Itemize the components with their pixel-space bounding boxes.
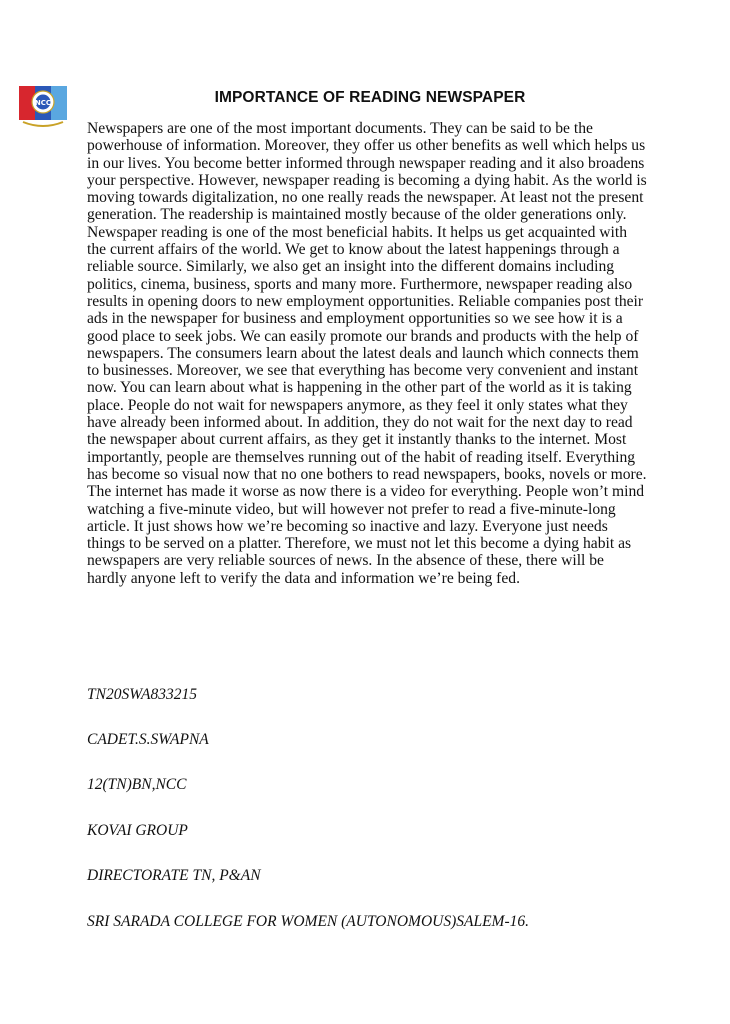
page-title: IMPORTANCE OF READING NEWSPAPER [214,89,526,106]
college-name: SRI SARADA COLLEGE FOR WOMEN (AUTONOMOUS)SALEM-16. [87,913,529,930]
directorate: DIRECTORATE TN, P&AN [87,867,261,884]
group-name: KOVAI GROUP [87,822,188,839]
battalion: 12(TN)BN,NCC [87,776,187,793]
cadet-name: CADET.S.SWAPNA [87,731,209,748]
cadet-id-number: TN20SWA833215 [87,686,198,703]
ncc-logo [19,86,67,130]
essay-body: Newspapers are one of the most important documents. They can be said to be the powerhouse of information. Moreover, they offer us other benefits as well which helps us in our lives. You become better informed through newspaper reading and it also broadens your perspective. However, newspaper reading is becoming a dying habit. As the world is moving towards digitalization, no one really reads the newspaper. At least not the present generation. The readership is maintained mostly because of the older generations only. Newspaper reading is one of the most beneficial habits. It helps us get acquainted with the current affairs of the world. We get to know about the latest happenings through a reliable source. Similarly, we also get an insight into the different domains including politics, cinema, business, sports and many more. Furthermore, newspaper reading also results in opening doors to new employment opportunities. Reliable companies post their ads in the newspaper for business and employment opportunities so we see how it is a good place to seek jobs. We can easily promote our brands and products with the help of newspapers. The consumers learn about the latest deals and launch which connects them to businesses. Moreover, we see that everything has become very convenient and instant now. You can learn about what is happening in the other part of the world as it is taking place. People do not wait for newspapers anymore, as they feel it only states what they have already been informed about. In addition, they do not wait for the next day to read the newspaper about current affairs, as they get it instantly thanks to the internet. Most importantly, people are themselves running out of the habit of reading itself. Everything has become so visual now that no one bothers to read newspapers, books, novels or more. The internet has made it worse as now there is a video for everything. People won’t mind watching a five-minute video, but will however not prefer to read a five-minute-long article. It just shows how we’re becoming so inactive and lazy. Everyone just needs things to be served on a platter. Therefore, we must not let this become a dying habit as newspapers are very reliable sources of news. In the absence of these, there will be hardly anyone left to verify the data and information we’re being fed. [87,120,647,587]
logo-text: NCC [34,99,52,107]
